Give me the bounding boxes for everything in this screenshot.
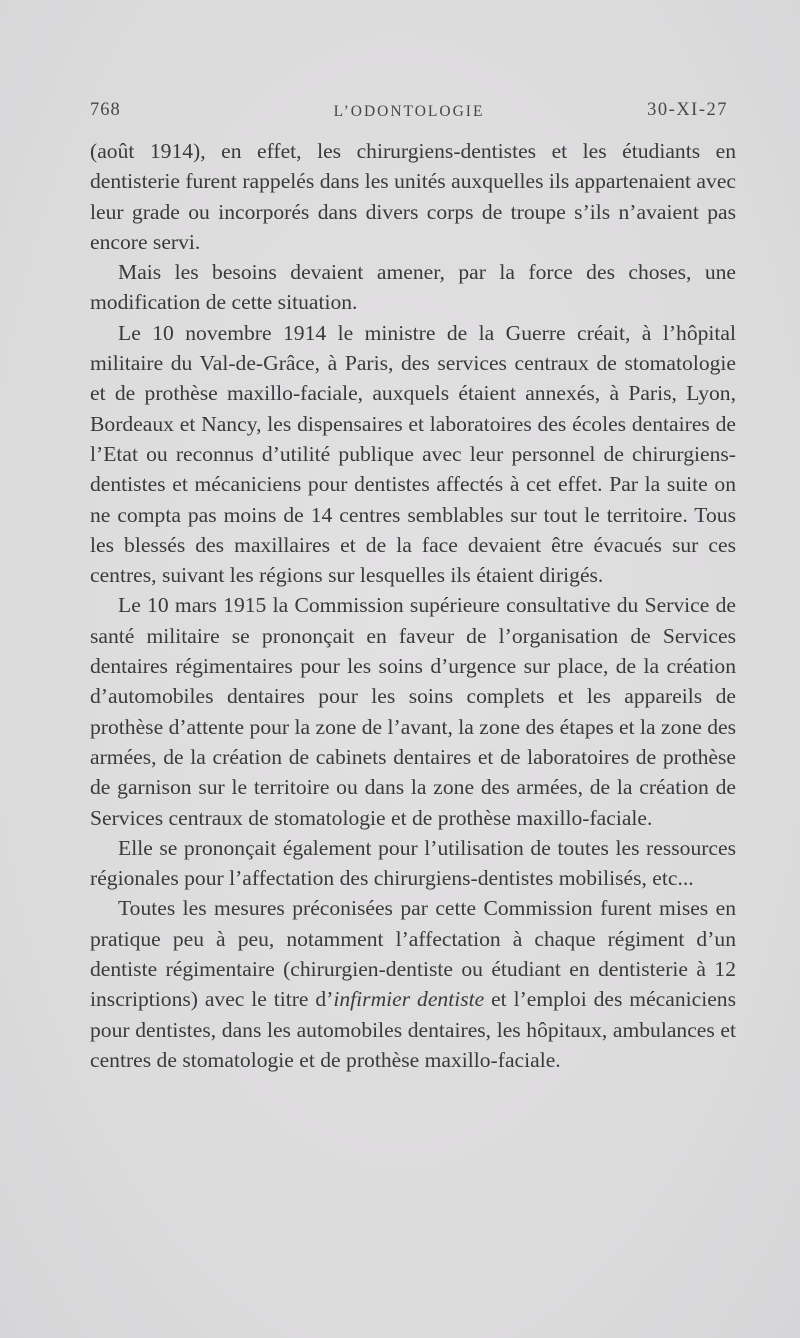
running-header <box>90 100 728 130</box>
paragraph-text: Toutes les mesures préconisées par cette Commission furent mises en pratique peu à peu, notamment l’affectation à chaque régiment d’un dentiste régimentaire (chirurgien-dentiste ou étudiant en dentisterie à 12 inscriptions) avec le titre d’ <box>90 896 736 1012</box>
paragraph-text: et l’emploi des mécaniciens pour dentistes, dans les automobiles dentaires, les hôpitaux, ambulances et centres de stomatologie et de prothèse maxillo-faciale. <box>90 987 736 1072</box>
paragraph: Le 10 mars 1915 la Commission supérieure consultative du Service de santé militaire se prononçait en faveur de l’organisation de Services dentaires régimentaires pour les soins d’urgence sur place, de la création d’automobiles dentaires pour les soins complets et les appareils de prothèse d’attente pour la zone de l’avant, la zone des étapes et la zone des armées, de la création de cabinets dentaires et de laboratoires de prothèse de garnison sur le territoire ou dans la zone des armées, de la création de Services centraux de stomatologie et de prothèse maxillo-faciale. <box>90 593 736 830</box>
paragraph: Elle se prononçait également pour l’utilisation de toutes les ressources régionales pour l’affectation des chirurgiens-dentistes mobilisés, etc... <box>90 835 736 891</box>
body-text <box>90 136 736 1075</box>
italic-term: infirmier dentiste <box>333 987 485 1012</box>
page-number: 768 <box>90 100 121 120</box>
paragraph: Le 10 novembre 1914 le ministre de la Guerre créait, à l’hôpital militaire du Val-de-Grâce, à Paris, des services centraux de stomatologie et de prothèse maxillo-faciale, auxquels étaient annexés, à Paris, Lyon, Bordeaux et Nancy, les dispensaires et laboratoires des écoles dentaires de l’Etat ou reconnus d’utilité publique avec leur personnel de chirurgiens-dentistes et mécaniciens pour dentistes affectés à cet effet. Par la suite on ne compta pas moins de 14 centres semblables sur tout le territoire. Tous les blessés des maxillaires et de la face devaient être évacués sur ces centres, suivant les régions sur lesquelles ils étaient dirigés. <box>90 320 736 588</box>
paragraph: (août 1914), en effet, les chirurgiens-dentistes et les étudiants en dentisterie furent rappelés dans les unités auxquelles ils appartenaient avec leur grade ou incorporés dans divers corps de troupe s’ils n’avaient pas encore servi. <box>90 139 736 254</box>
paragraph <box>90 893 736 1075</box>
paragraph: Mais les besoins devaient amener, par la force des choses, une modification de cette situation. <box>90 260 736 315</box>
issue-date: 30-XI-27 <box>647 100 728 120</box>
running-title: L’ODONTOLOGIE <box>333 103 485 120</box>
